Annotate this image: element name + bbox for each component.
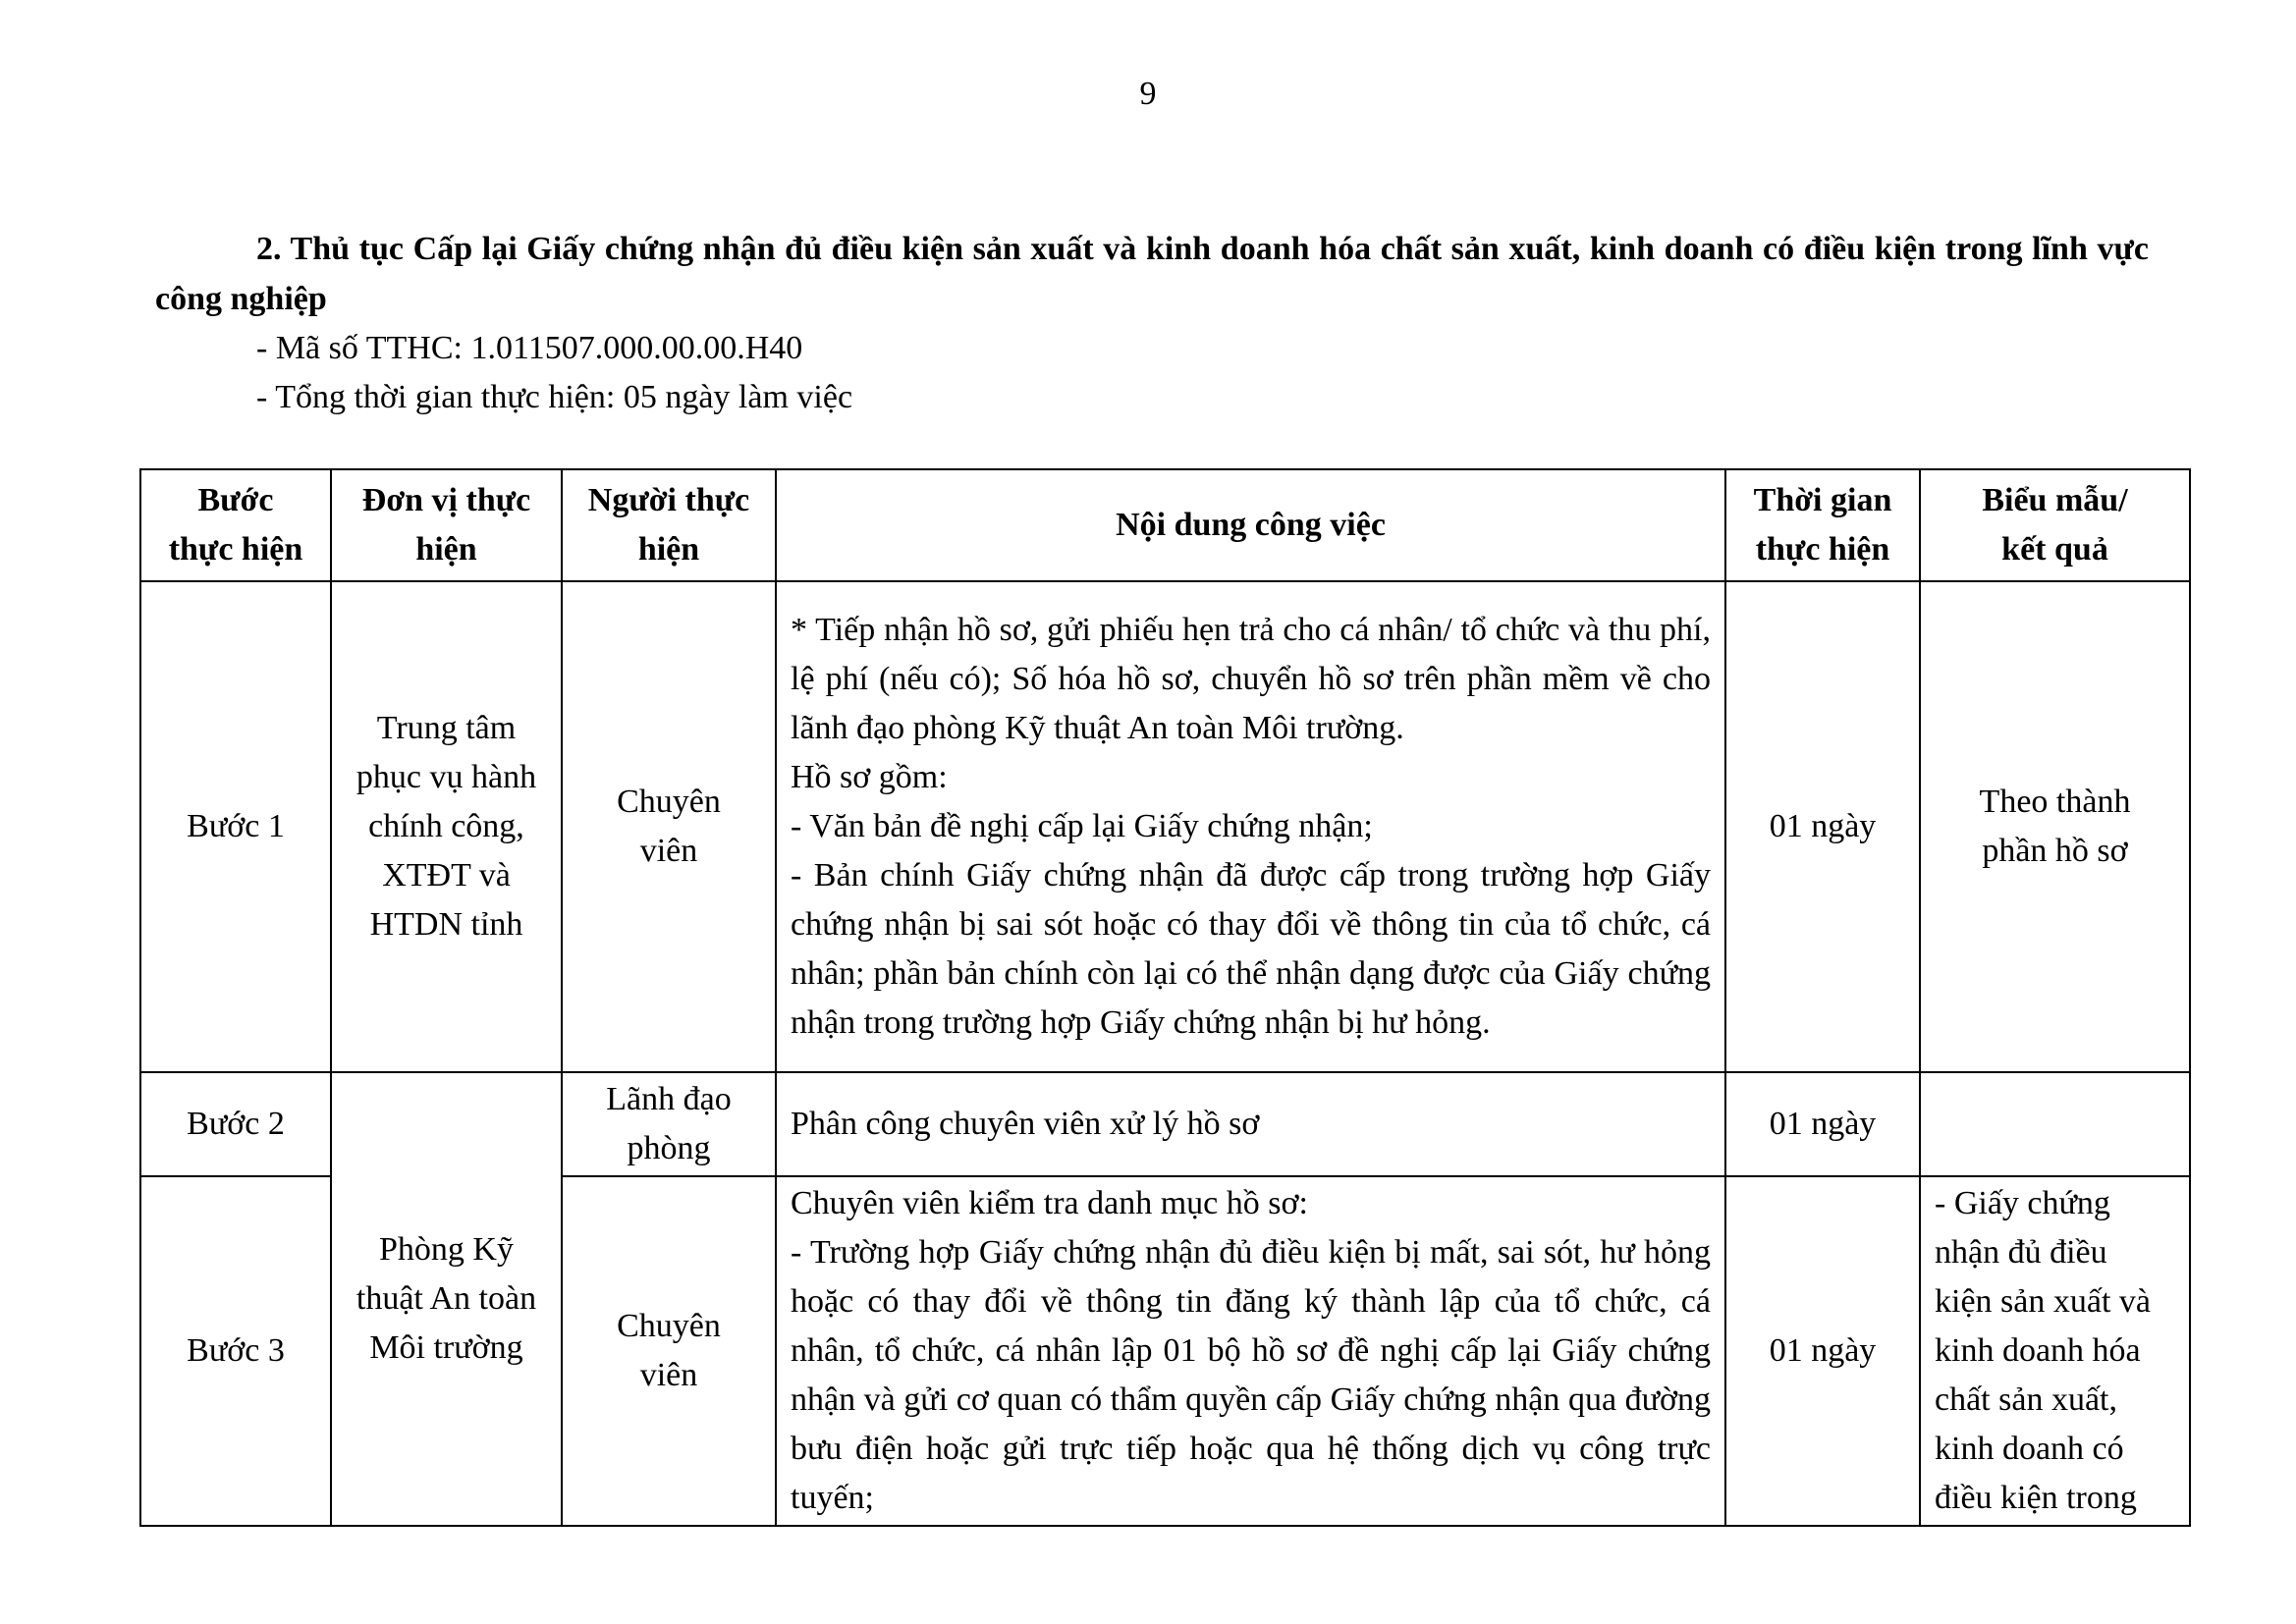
person-cell: Lãnh đạo phòng — [562, 1072, 776, 1176]
unit-cell: Trung tâm phục vụ hành chính công, XTĐT và HTDN tỉnh — [331, 581, 562, 1072]
header-unit: Đơn vị thực hiện — [331, 469, 562, 581]
table-row — [140, 581, 2190, 1072]
procedure-heading: 2. Thủ tục Cấp lại Giấy chứng nhận đủ điều kiện sản xuất và kinh doanh hóa chất sản xuất, kinh doanh có điều kiện trong lĩnh vực công nghiệp — [155, 231, 2149, 317]
step-cell: Bước 3 — [140, 1176, 331, 1526]
time-cell: 01 ngày — [1725, 581, 1920, 1072]
step-cell: Bước 2 — [140, 1072, 331, 1176]
person-cell: Chuyên viên — [562, 581, 776, 1072]
time-cell: 01 ngày — [1725, 1176, 1920, 1526]
form-cell — [1920, 1072, 2190, 1176]
form-cell: Theo thành phần hồ sơ — [1920, 581, 2190, 1072]
page-number: 9 — [1139, 76, 1157, 112]
content-cell: Phân công chuyên viên xử lý hồ sơ — [776, 1072, 1725, 1176]
content-cell: * Tiếp nhận hồ sơ, gửi phiếu hẹn trả cho cá nhân/ tổ chức và thu phí, lệ phí (nếu có); Số hóa hồ sơ, chuyển hồ sơ trên phần mềm về cho lãnh đạo phòng Kỹ thuật An toàn Môi trường. Hồ sơ gồm: - Văn bản đề nghị cấp lại Giấy chứng nhận; - Bản chính Giấy chứng nhận đã được cấp trong trường hợp Giấy chứng nhận bị sai sót hoặc có thay đổi về thông tin của tổ chức, cá nhân; phần bản chính còn lại có thể nhận dạng được của Giấy chứng nhận trong trường hợp Giấy chứng nhận bị hư hỏng. — [776, 581, 1725, 1072]
unit-cell: Phòng Kỹ thuật An toàn Môi trường — [331, 1072, 562, 1526]
header-time: Thời gian thực hiện — [1725, 469, 1920, 581]
table-header-row — [140, 469, 2190, 581]
time-cell: 01 ngày — [1725, 1072, 1920, 1176]
total-processing-time: - Tổng thời gian thực hiện: 05 ngày làm việc — [256, 379, 853, 415]
procedure-code: - Mã số TTHC: 1.011507.000.00.00.H40 — [256, 330, 803, 366]
step-cell: Bước 1 — [140, 581, 331, 1072]
header-person: Người thực hiện — [562, 469, 776, 581]
content-cell: Chuyên viên kiểm tra danh mục hồ sơ: - Trường hợp Giấy chứng nhận đủ điều kiện bị mất, sai sót, hư hỏng hoặc có thay đổi về thông tin đăng ký thành lập của tổ chức, cá nhân, tổ chức, cá nhân lập 01 bộ hồ sơ đề nghị cấp lại Giấy chứng nhận và gửi cơ quan có thẩm quyền cấp Giấy chứng nhận qua đường bưu điện hoặc gửi trực tiếp hoặc qua hệ thống dịch vụ công trực tuyến; — [776, 1176, 1725, 1526]
table-row — [140, 1072, 2190, 1176]
header-step: Bước thực hiện — [140, 469, 331, 581]
person-cell: Chuyên viên — [562, 1176, 776, 1526]
header-form: Biểu mẫu/ kết quả — [1920, 469, 2190, 581]
procedure-steps-table — [139, 468, 2191, 1527]
form-cell: - Giấy chứng nhận đủ điều kiện sản xuất và kinh doanh hóa chất sản xuất, kinh doanh có điều kiện trong — [1920, 1176, 2190, 1526]
header-content: Nội dung công việc — [776, 469, 1725, 581]
